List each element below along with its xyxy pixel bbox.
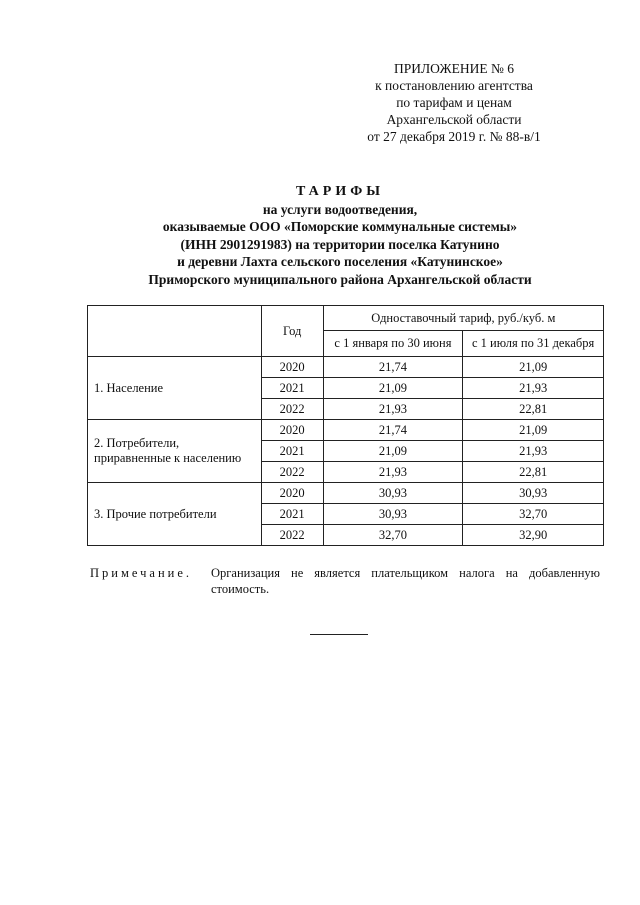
title-line-3: (ИНН 2901291983) на территории поселка Катунино bbox=[180, 236, 500, 252]
category-other-consumers: 3. Прочие потребители bbox=[88, 483, 262, 546]
year-cell: 2021 bbox=[261, 378, 323, 399]
title-line-4: и деревни Лахта сельского поселения «Катунинское» bbox=[177, 254, 503, 269]
tariff-header: Одноставочный тариф, руб./куб. м bbox=[323, 306, 603, 331]
appendix-line-3: по тарифам и ценам bbox=[396, 95, 512, 110]
year-cell: 2021 bbox=[261, 504, 323, 525]
tariff-period1-cell: 21,93 bbox=[323, 462, 463, 483]
tariff-period1-cell: 21,93 bbox=[323, 399, 463, 420]
tariff-table bbox=[87, 305, 604, 546]
appendix-number: ПРИЛОЖЕНИЕ № 6 bbox=[393, 61, 515, 76]
year-cell: 2020 bbox=[261, 420, 323, 441]
category-line-1: 2. Потребители, bbox=[94, 436, 180, 450]
year-header: Год bbox=[261, 306, 323, 357]
tariff-period1-cell: 30,93 bbox=[323, 483, 463, 504]
document-title bbox=[60, 183, 620, 288]
tariff-period2-cell: 21,09 bbox=[463, 420, 604, 441]
main-title: ТАРИФЫ bbox=[296, 184, 384, 199]
tariff-period2-cell: 21,09 bbox=[463, 357, 604, 378]
title-line-2: оказываемые ООО «Поморские коммунальные системы» bbox=[162, 219, 518, 234]
category-header-cell bbox=[88, 306, 262, 357]
tariff-period1-cell: 30,93 bbox=[323, 504, 463, 525]
tariff-period1-cell: 32,70 bbox=[323, 525, 463, 546]
table-row bbox=[88, 483, 604, 504]
tariff-period1-cell: 21,74 bbox=[323, 357, 463, 378]
title-line-5: Приморского муниципального района Архангельской области bbox=[148, 271, 532, 287]
period1-header: с 1 января по 30 июня bbox=[323, 331, 463, 357]
tariff-period2-cell: 21,93 bbox=[463, 441, 604, 462]
year-cell: 2022 bbox=[261, 462, 323, 483]
year-cell: 2020 bbox=[261, 357, 323, 378]
category-equivalent-consumers bbox=[88, 420, 262, 483]
appendix-line-4: Архангельской области bbox=[386, 112, 522, 127]
tariff-period2-cell: 30,93 bbox=[463, 483, 604, 504]
year-cell: 2020 bbox=[261, 483, 323, 504]
tariff-period1-cell: 21,09 bbox=[323, 378, 463, 399]
table-row bbox=[88, 357, 604, 378]
category-line-2: приравненные к населению bbox=[94, 451, 242, 465]
tariff-period2-cell: 21,93 bbox=[463, 378, 604, 399]
note-label: Примечание. bbox=[90, 566, 193, 580]
period2-header: с 1 июля по 31 декабря bbox=[463, 331, 604, 357]
tariff-period2-cell: 22,81 bbox=[463, 462, 604, 483]
note-text: Организация не является плательщиком налога на добавленную стоимость. bbox=[211, 566, 600, 596]
closing-divider bbox=[310, 634, 368, 635]
year-cell: 2022 bbox=[261, 399, 323, 420]
table-row bbox=[88, 420, 604, 441]
tariff-period2-cell: 32,70 bbox=[463, 504, 604, 525]
tariff-period2-cell: 22,81 bbox=[463, 399, 604, 420]
appendix-line-2: к постановлению агентства bbox=[375, 78, 533, 93]
appendix-header bbox=[324, 60, 584, 145]
year-cell: 2022 bbox=[261, 525, 323, 546]
tariff-period2-cell: 32,90 bbox=[463, 525, 604, 546]
year-cell: 2021 bbox=[261, 441, 323, 462]
tariff-period1-cell: 21,74 bbox=[323, 420, 463, 441]
category-population: 1. Население bbox=[88, 357, 262, 420]
tariff-period1-cell: 21,09 bbox=[323, 441, 463, 462]
table-header-row bbox=[88, 306, 604, 331]
title-line-1: на услуги водоотведения, bbox=[262, 201, 418, 217]
appendix-date: от 27 декабря 2019 г. № 88-в/1 bbox=[367, 129, 541, 144]
